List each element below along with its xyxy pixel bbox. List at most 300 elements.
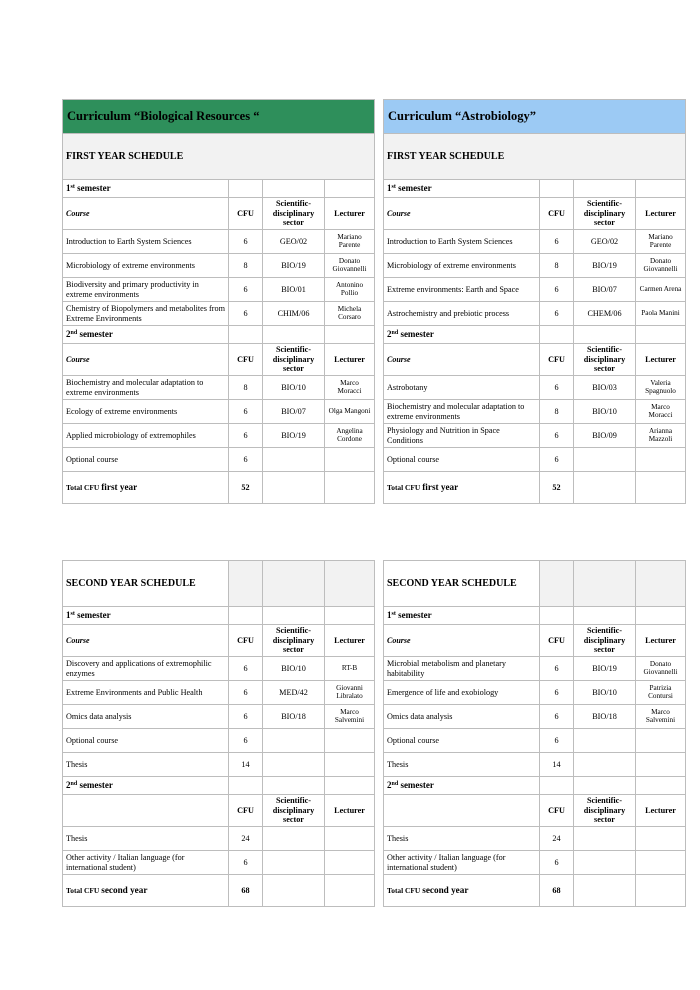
header-cfu: CFU [540, 198, 574, 230]
semester-number: 2 [387, 780, 392, 791]
course-cfu: 6 [229, 302, 263, 326]
course-sector [574, 448, 636, 472]
course-row [63, 278, 375, 302]
course-cfu: 24 [229, 827, 263, 851]
course-cfu: 6 [540, 302, 574, 326]
total-cfu-label: Total CFU [387, 886, 421, 896]
semester-row [384, 326, 686, 344]
empty-cell [325, 777, 375, 795]
course-cfu: 6 [229, 424, 263, 448]
course-cfu: 6 [540, 729, 574, 753]
semester-ordinal: st [70, 184, 75, 191]
header-lecturer: Lecturer [325, 625, 375, 657]
course-cfu: 6 [540, 705, 574, 729]
first-year-schedule-title: FIRST YEAR SCHEDULE [384, 134, 686, 180]
course-row [384, 851, 686, 875]
course-lecturer: Giovanni Libralato [325, 681, 375, 705]
course-cfu: 14 [229, 753, 263, 777]
header-lecturer: Lecturer [636, 344, 686, 376]
semester-number: 1 [66, 610, 71, 621]
empty-cell [229, 607, 263, 625]
course-lecturer: Donato Giovannelli [636, 657, 686, 681]
total-year-label: second year [422, 885, 469, 896]
curriculum-title: Curriculum “Biological Resources “ [63, 100, 375, 134]
course-name: Other activity / Italian language (for international student) [384, 851, 540, 875]
header-course: Course [63, 198, 229, 230]
course-sector [574, 827, 636, 851]
course-lecturer: Mariano Parente [636, 230, 686, 254]
course-sector [263, 851, 325, 875]
course-name: Microbiology of extreme environments [63, 254, 229, 278]
course-row [63, 400, 375, 424]
header-sector: Scientific-disciplinary sector [263, 625, 325, 657]
header-cfu: CFU [540, 344, 574, 376]
course-lecturer [636, 851, 686, 875]
course-lecturer: Marco Salvemini [325, 705, 375, 729]
semester-word: semester [77, 610, 111, 621]
header-cfu: CFU [229, 344, 263, 376]
semester-heading [384, 326, 540, 344]
total-value: 52 [229, 472, 263, 504]
course-lecturer: Marco Moracci [636, 400, 686, 424]
course-lecturer: Arianna Mazzoli [636, 424, 686, 448]
total-row [384, 875, 686, 907]
empty-cell [574, 180, 636, 198]
column-header-row [63, 625, 375, 657]
semester-number: 2 [387, 329, 392, 340]
course-name: Physiology and Nutrition in Space Conditions [384, 424, 540, 448]
course-cfu: 6 [540, 376, 574, 400]
empty-cell [229, 777, 263, 795]
course-name: Extreme environments: Earth and Space [384, 278, 540, 302]
semester-ordinal: st [70, 611, 75, 618]
course-name: Discovery and applications of extremophilic enzymes [63, 657, 229, 681]
course-sector: BIO/18 [263, 705, 325, 729]
semester-ordinal: nd [70, 330, 78, 337]
first-year-schedule-title: FIRST YEAR SCHEDULE [63, 134, 375, 180]
total-year-label: first year [101, 482, 138, 493]
course-name: Optional course [384, 448, 540, 472]
semester-word: semester [77, 183, 111, 194]
course-sector: CHEM/06 [574, 302, 636, 326]
semester-word: semester [400, 329, 434, 340]
total-value: 68 [229, 875, 263, 907]
header-lecturer: Lecturer [325, 344, 375, 376]
header-lecturer: Lecturer [325, 198, 375, 230]
course-cfu: 6 [229, 230, 263, 254]
course-lecturer: Patrizia Contursi [636, 681, 686, 705]
column-header-row [63, 344, 375, 376]
empty-cell [325, 561, 375, 607]
course-cfu: 14 [540, 753, 574, 777]
course-name: Chemistry of Biopolymers and metabolites from Extreme Environments [63, 302, 229, 326]
course-lecturer [325, 448, 375, 472]
semester-number: 1 [387, 610, 392, 621]
total-cfu-label: Total CFU [387, 483, 421, 493]
course-cfu: 6 [229, 400, 263, 424]
column-header-row [384, 198, 686, 230]
course-name: Biodiversity and primary productivity in extreme environments [63, 278, 229, 302]
empty-cell [540, 777, 574, 795]
course-name: Astrobotany [384, 376, 540, 400]
course-row [384, 376, 686, 400]
course-row [384, 827, 686, 851]
course-name: Omics data analysis [384, 705, 540, 729]
course-cfu: 6 [540, 424, 574, 448]
header-lecturer: Lecturer [636, 198, 686, 230]
course-cfu: 6 [229, 657, 263, 681]
empty-cell [229, 326, 263, 344]
course-sector: BIO/07 [574, 278, 636, 302]
course-name: Extreme Environments and Public Health [63, 681, 229, 705]
header-course: Course [63, 625, 229, 657]
header-sector: Scientific-disciplinary sector [263, 795, 325, 827]
course-sector: BIO/19 [263, 254, 325, 278]
header-course: Course [384, 344, 540, 376]
column-header-row [384, 344, 686, 376]
curriculum-title-row [63, 100, 375, 134]
course-row [384, 705, 686, 729]
course-name: Microbiology of extreme environments [384, 254, 540, 278]
semester-heading [63, 180, 229, 198]
course-row [384, 729, 686, 753]
empty-cell [263, 607, 325, 625]
semester-word: semester [400, 780, 434, 791]
course-name: Other activity / Italian language (for international student) [63, 851, 229, 875]
course-sector [263, 827, 325, 851]
course-name: Omics data analysis [63, 705, 229, 729]
empty-cell [636, 875, 686, 907]
course-row [63, 729, 375, 753]
course-name: Biochemistry and molecular adaptation to extreme environments [63, 376, 229, 400]
course-lecturer: Olga Mangoni [325, 400, 375, 424]
empty-cell [263, 180, 325, 198]
empty-cell [636, 180, 686, 198]
semester-row [384, 777, 686, 795]
course-lecturer [636, 729, 686, 753]
semester-row [63, 180, 375, 198]
header-sector: Scientific-disciplinary sector [263, 198, 325, 230]
course-cfu: 6 [229, 448, 263, 472]
course-name: Microbial metabolism and planetary habitability [384, 657, 540, 681]
course-row [384, 753, 686, 777]
course-sector: MED/42 [263, 681, 325, 705]
course-lecturer: Angelina Cordone [325, 424, 375, 448]
course-sector: BIO/10 [263, 657, 325, 681]
semester-word: semester [79, 329, 113, 340]
course-cfu: 6 [540, 448, 574, 472]
course-row [384, 424, 686, 448]
semester-heading [384, 607, 540, 625]
empty-cell [325, 180, 375, 198]
curriculum-title-row [384, 100, 686, 134]
semester-row [384, 607, 686, 625]
semester-row [384, 180, 686, 198]
course-row [63, 230, 375, 254]
header-course: Course [384, 198, 540, 230]
header-sector: Scientific-disciplinary sector [574, 795, 636, 827]
course-cfu: 6 [540, 278, 574, 302]
empty-cell [263, 472, 325, 504]
total-label [384, 472, 540, 504]
course-cfu: 6 [540, 851, 574, 875]
semester-heading [384, 180, 540, 198]
schedule-title-row [384, 561, 686, 607]
column-header-row [63, 198, 375, 230]
course-row [63, 254, 375, 278]
empty-cell [636, 561, 686, 607]
course-lecturer [325, 851, 375, 875]
course-name: Ecology of extreme environments [63, 400, 229, 424]
empty-cell [574, 472, 636, 504]
course-row [63, 705, 375, 729]
course-cfu: 8 [540, 254, 574, 278]
course-sector: BIO/09 [574, 424, 636, 448]
course-sector: BIO/03 [574, 376, 636, 400]
header-lecturer: Lecturer [325, 795, 375, 827]
total-year-label: second year [101, 885, 148, 896]
schedule-title-row [384, 134, 686, 180]
course-lecturer: Carmen Arena [636, 278, 686, 302]
total-value: 52 [540, 472, 574, 504]
empty-cell [229, 561, 263, 607]
semester-ordinal: nd [391, 781, 399, 788]
course-sector: BIO/19 [263, 424, 325, 448]
course-name: Optional course [63, 448, 229, 472]
course-lecturer: RT-B [325, 657, 375, 681]
course-sector: GEO/02 [263, 230, 325, 254]
course-name: Thesis [384, 827, 540, 851]
course-sector [263, 753, 325, 777]
header-sector: Scientific-disciplinary sector [574, 198, 636, 230]
course-lecturer [325, 753, 375, 777]
empty-cell [263, 326, 325, 344]
empty-cell [574, 777, 636, 795]
total-label [384, 875, 540, 907]
course-row [384, 400, 686, 424]
curriculum-biological-resources-year2-table [62, 560, 375, 907]
semester-number: 2 [66, 780, 71, 791]
header-cfu: CFU [229, 198, 263, 230]
course-row [384, 230, 686, 254]
semester-heading [63, 326, 229, 344]
semester-row [63, 777, 375, 795]
semester-row [63, 326, 375, 344]
empty-cell [263, 777, 325, 795]
course-lecturer [636, 827, 686, 851]
course-sector: BIO/19 [574, 254, 636, 278]
course-name: Emergence of life and exobiology [384, 681, 540, 705]
course-cfu: 8 [229, 254, 263, 278]
course-row [63, 681, 375, 705]
header-sector: Scientific-disciplinary sector [574, 625, 636, 657]
header-lecturer: Lecturer [636, 625, 686, 657]
header-course: Course [63, 344, 229, 376]
course-row [63, 448, 375, 472]
semester-heading [384, 777, 540, 795]
course-cfu: 6 [229, 851, 263, 875]
course-name: Applied microbiology of extremophiles [63, 424, 229, 448]
course-sector: BIO/10 [574, 681, 636, 705]
curriculum-title: Curriculum “Astrobiology” [384, 100, 686, 134]
empty-cell [574, 875, 636, 907]
header-empty [63, 795, 229, 827]
header-cfu: CFU [540, 625, 574, 657]
course-row [63, 424, 375, 448]
course-lecturer [636, 448, 686, 472]
empty-cell [263, 561, 325, 607]
course-sector [574, 753, 636, 777]
course-lecturer: Valeria Spagnuolo [636, 376, 686, 400]
course-sector [263, 448, 325, 472]
empty-cell [263, 875, 325, 907]
empty-cell [540, 326, 574, 344]
total-cfu-label: Total CFU [66, 483, 100, 493]
schedule-title-row [63, 134, 375, 180]
course-sector: BIO/07 [263, 400, 325, 424]
course-name: Thesis [63, 827, 229, 851]
course-cfu: 6 [540, 657, 574, 681]
course-name: Thesis [63, 753, 229, 777]
second-year-schedule-title: SECOND YEAR SCHEDULE [384, 561, 540, 607]
course-name: Optional course [384, 729, 540, 753]
course-name: Astrochemistry and prebiotic process [384, 302, 540, 326]
course-cfu: 8 [229, 376, 263, 400]
semester-ordinal: nd [70, 781, 78, 788]
empty-cell [574, 326, 636, 344]
course-sector: BIO/01 [263, 278, 325, 302]
empty-cell [574, 607, 636, 625]
course-sector: BIO/18 [574, 705, 636, 729]
curriculum-biological-resources-year1-table [62, 99, 375, 504]
second-year-schedule-title: SECOND YEAR SCHEDULE [63, 561, 229, 607]
course-lecturer [325, 827, 375, 851]
empty-cell [636, 472, 686, 504]
empty-cell [636, 607, 686, 625]
empty-cell [540, 180, 574, 198]
course-cfu: 6 [229, 729, 263, 753]
empty-cell [325, 875, 375, 907]
course-cfu: 6 [540, 681, 574, 705]
course-lecturer: Donato Giovannelli [325, 254, 375, 278]
course-sector [574, 851, 636, 875]
empty-cell [229, 180, 263, 198]
header-empty [384, 795, 540, 827]
course-cfu: 6 [229, 278, 263, 302]
header-sector: Scientific-disciplinary sector [574, 344, 636, 376]
semester-ordinal: st [391, 184, 396, 191]
course-sector: GEO/02 [574, 230, 636, 254]
course-row [63, 302, 375, 326]
course-lecturer: Marco Moracci [325, 376, 375, 400]
course-lecturer [325, 729, 375, 753]
header-cfu: CFU [229, 795, 263, 827]
total-label [63, 472, 229, 504]
course-sector: BIO/10 [574, 400, 636, 424]
course-row [384, 448, 686, 472]
empty-cell [636, 777, 686, 795]
course-row [384, 657, 686, 681]
course-name: Thesis [384, 753, 540, 777]
semester-heading [63, 777, 229, 795]
empty-cell [325, 326, 375, 344]
semester-number: 1 [66, 183, 71, 194]
header-sector: Scientific-disciplinary sector [263, 344, 325, 376]
total-year-label: first year [422, 482, 459, 493]
course-sector: BIO/10 [263, 376, 325, 400]
course-sector [263, 729, 325, 753]
semester-word: semester [79, 780, 113, 791]
course-lecturer: Mariano Parente [325, 230, 375, 254]
course-cfu: 8 [540, 400, 574, 424]
semester-number: 2 [66, 329, 71, 340]
course-row [384, 302, 686, 326]
total-row [63, 472, 375, 504]
empty-cell [636, 326, 686, 344]
course-cfu: 6 [540, 230, 574, 254]
header-lecturer: Lecturer [636, 795, 686, 827]
course-row [63, 753, 375, 777]
course-lecturer: Donato Giovannelli [636, 254, 686, 278]
semester-ordinal: st [391, 611, 396, 618]
semester-word: semester [398, 610, 432, 621]
curriculum-astrobiology-year1-table [383, 99, 686, 504]
total-label [63, 875, 229, 907]
course-name: Optional course [63, 729, 229, 753]
course-lecturer [636, 753, 686, 777]
empty-cell [325, 472, 375, 504]
empty-cell [540, 607, 574, 625]
empty-cell [540, 561, 574, 607]
course-row [384, 681, 686, 705]
semester-number: 1 [387, 183, 392, 194]
course-row [384, 254, 686, 278]
course-cfu: 24 [540, 827, 574, 851]
course-sector: CHIM/06 [263, 302, 325, 326]
header-course: Course [384, 625, 540, 657]
course-lecturer: Antonino Pollio [325, 278, 375, 302]
course-row [384, 278, 686, 302]
total-value: 68 [540, 875, 574, 907]
total-cfu-label: Total CFU [66, 886, 100, 896]
course-sector [574, 729, 636, 753]
semester-word: semester [398, 183, 432, 194]
column-header-row [384, 795, 686, 827]
course-sector: BIO/19 [574, 657, 636, 681]
course-lecturer: Marco Salvemini [636, 705, 686, 729]
schedule-title-row [63, 561, 375, 607]
column-header-row [384, 625, 686, 657]
course-lecturer: Paola Manini [636, 302, 686, 326]
header-cfu: CFU [229, 625, 263, 657]
course-row [63, 827, 375, 851]
course-name: Biochemistry and molecular adaptation to extreme environments [384, 400, 540, 424]
semester-ordinal: nd [391, 330, 399, 337]
total-row [63, 875, 375, 907]
empty-cell [325, 607, 375, 625]
total-row [384, 472, 686, 504]
curriculum-astrobiology-year2-table [383, 560, 686, 907]
course-name: Introduction to Earth System Sciences [63, 230, 229, 254]
course-row [63, 376, 375, 400]
semester-heading [63, 607, 229, 625]
semester-row [63, 607, 375, 625]
column-header-row [63, 795, 375, 827]
course-name: Introduction to Earth System Sciences [384, 230, 540, 254]
course-lecturer: Michela Corsaro [325, 302, 375, 326]
course-row [63, 851, 375, 875]
course-row [63, 657, 375, 681]
